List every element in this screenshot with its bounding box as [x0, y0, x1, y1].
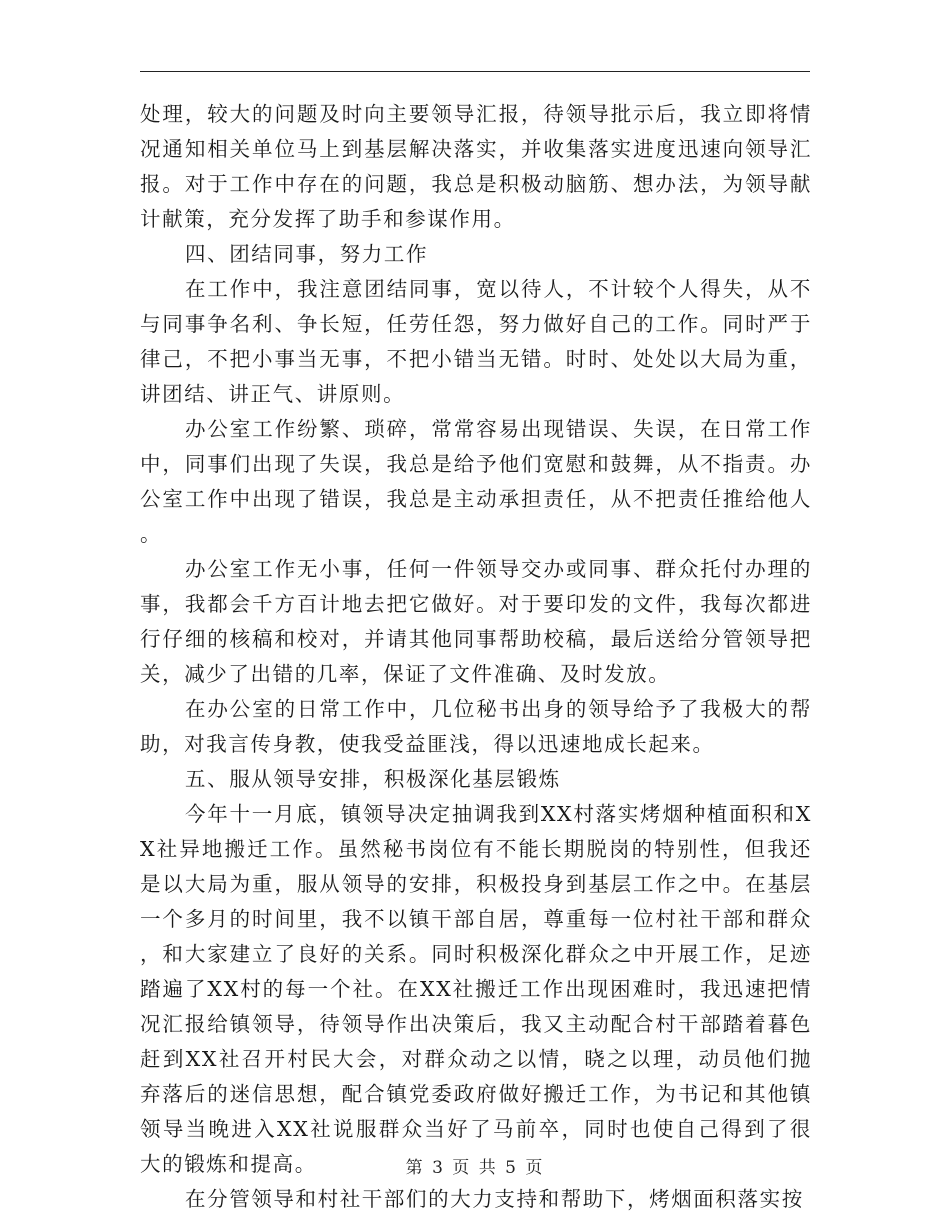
paragraph-5: 在办公室的日常工作中，几位秘书出身的领导给予了我极大的帮助，对我言传身教，使我受益匪浅，得以迅速地成长起来。 [140, 697, 812, 756]
paragraph-1: 处理，较大的问题及时向主要领导汇报，待领导批示后，我立即将情况通知相关单位马上到基层解决落实，并收集落实进度迅速向领导汇报。对于工作中存在的问题，我总是积极动脑筋、想办法，为领导献计献策，充分发挥了助手和参谋作用。 [140, 102, 812, 231]
header-rule [140, 71, 810, 72]
paragraph-3: 办公室工作纷繁、琐碎，常常容易出现错误、失误，在日常工作中，同事们出现了失误，我总是给予他们宽慰和鼓舞，从不指责。办公室工作中出现了错误，我总是主动承担责任，从不把责任推给他人。 [140, 417, 812, 546]
paragraph-7: 在分管领导和村社干部们的大力支持和帮助下，烤烟面积落实按 [185, 1187, 804, 1211]
section-heading-4: 四、团结同事，努力工作 [185, 242, 429, 266]
document-body [140, 97, 812, 1217]
paragraph-4: 办公室工作无小事，任何一件领导交办或同事、群众托付办理的事，我都会千方百计地去把它做好。对于要印发的文件，我每次都进行仔细的核稿和校对，并请其他同事帮助校稿，最后送给分管领导把关，减少了出错的几率，保证了文件准确、及时发放。 [140, 557, 812, 686]
page-number-footer: 第 3 页 共 5 页 [405, 1158, 545, 1178]
paragraph-6: 今年十一月底，镇领导决定抽调我到XX村落实烤烟种植面积和XX社异地搬迁工作。虽然秘书岗位有不能长期脱岗的特别性，但我还是以大局为重，服从领导的安排，积极投身到基层工作之中。在基层一个多月的时间里，我不以镇干部自居，尊重每一位村社干部和群众，和大家建立了良好的关系。同时积极深化群众之中开展工作，足迹踏遍了XX村的每一个社。在XX社搬迁工作出现困难时，我迅速把情况汇报给镇领导，待领导作出决策后，我又主动配合村干部踏着暮色赶到XX社召开村民大会，对群众动之以情，晓之以理，动员他们抛弃落后的迷信思想，配合镇党委政府做好搬迁工作，为书记和其他镇领导当晚进入XX社说服群众当好了马前卒，同时也使自己得到了很大的锻炼和提高。 [140, 802, 812, 1176]
paragraph-2: 在工作中，我注意团结同事，宽以待人，不计较个人得失，从不与同事争名利、争长短，任劳任怨，努力做好自己的工作。同时严于律己，不把小事当无事，不把小错当无错。时时、处处以大局为重，讲团结、讲正气、讲原则。 [140, 277, 812, 406]
section-heading-5: 五、服从领导安排，积极深化基层锻炼 [185, 767, 561, 791]
